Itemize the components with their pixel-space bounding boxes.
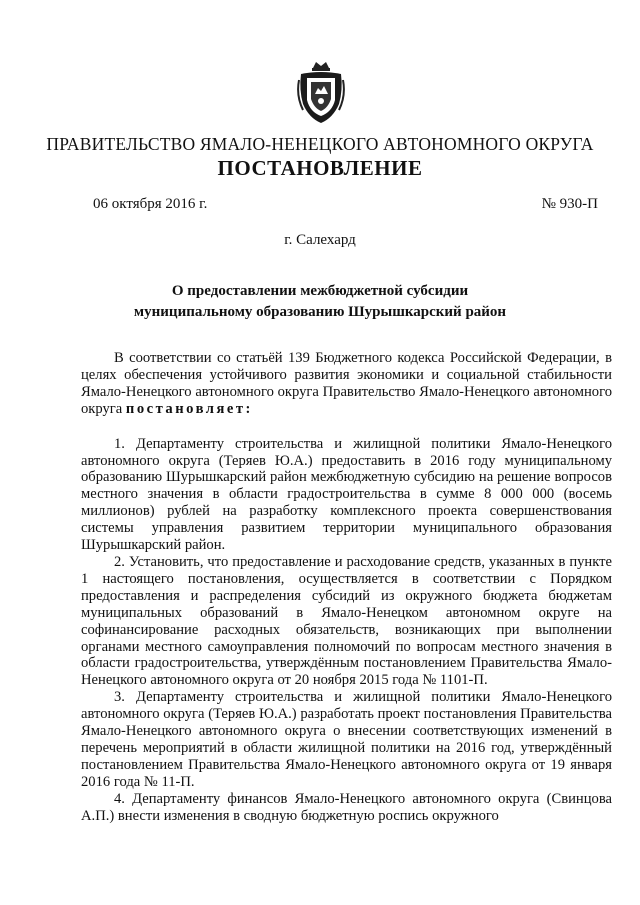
document-body	[81, 350, 612, 824]
title-line-2: муниципальному образованию Шурышкарский район	[133, 304, 507, 320]
paragraph-item: 3. Департаменту строительства и жилищной политики Ямало-Ненецкого автономного округа (Теряев Ю.А.) разработать проект постановления Правительства Ямало-Ненецкого автономного округа о внесении соответствующих изменений в перечень мероприятий в области жилищной политики на 2016 год, утверждённый постановлением Правительства Ямало-Ненецкого автономного округа от 19 января 2016 года № 11-П.	[81, 689, 612, 790]
preamble	[81, 350, 612, 418]
decree-word: постановляет:	[125, 400, 253, 417]
document-date: 06 октября 2016 г.	[93, 196, 208, 212]
document-number: № 930-П	[541, 196, 598, 212]
paragraph-item: 4. Департаменту финансов Ямало-Ненецкого автономного округа (Свинцова А.П.) внести изменения в сводную бюджетную роспись окружного	[81, 790, 612, 824]
government-name: ПРАВИТЕЛЬСТВО ЯМАЛО-НЕНЕЦКОГО АВТОНОМНОГО ОКРУГА	[46, 134, 594, 154]
title-line-1: О предоставлении межбюджетной субсидии	[171, 283, 469, 299]
coat-of-arms-icon	[297, 60, 345, 126]
paragraph-item: 1. Департаменту строительства и жилищной политики Ямало-Ненецкого автономного округа (Теряев Ю.А.) предоставить в 2016 году муниципальному образованию Шурышкарский район межбюджетную субсидию на решение вопросов местного значения в области градостроительства в сумме 8 000 000 (восемь миллионов) рублей на разработку комплексного проекта совершенствования системы управления развитием территории муниципального образования Шурышкарский район.	[81, 435, 612, 554]
preamble-text: В соответствии со статьёй 139 Бюджетного кодекса Российской Федерации, в целях обеспечения устойчивого развития экономики и социальной стабильности Ямало-Ненецкого автономного округа Правительство Ямало-Ненецкого автономного округа	[81, 350, 612, 417]
paragraph-item: 2. Установить, что предоставление и расходование средств, указанных в пункте 1 настоящего постановления, осуществляется в соответствии с Порядком предоставления и распределения субсидий из окружного бюджета бюджетам муниципальных образований в Ямало-Ненецком автономном округе на софинансирование расходных обязательств, возникающих при выполнении органами местного самоуправления полномочий по вопросам местного значения в области градостроительства, утверждённым постановлением Правительства Ямало-Ненецкого автономного округа от 20 ноября 2015 года № 1101-П.	[81, 553, 612, 689]
document-title	[0, 281, 640, 323]
document-city: г. Салехард	[284, 232, 356, 248]
document-type: ПОСТАНОВЛЕНИЕ	[217, 156, 423, 180]
